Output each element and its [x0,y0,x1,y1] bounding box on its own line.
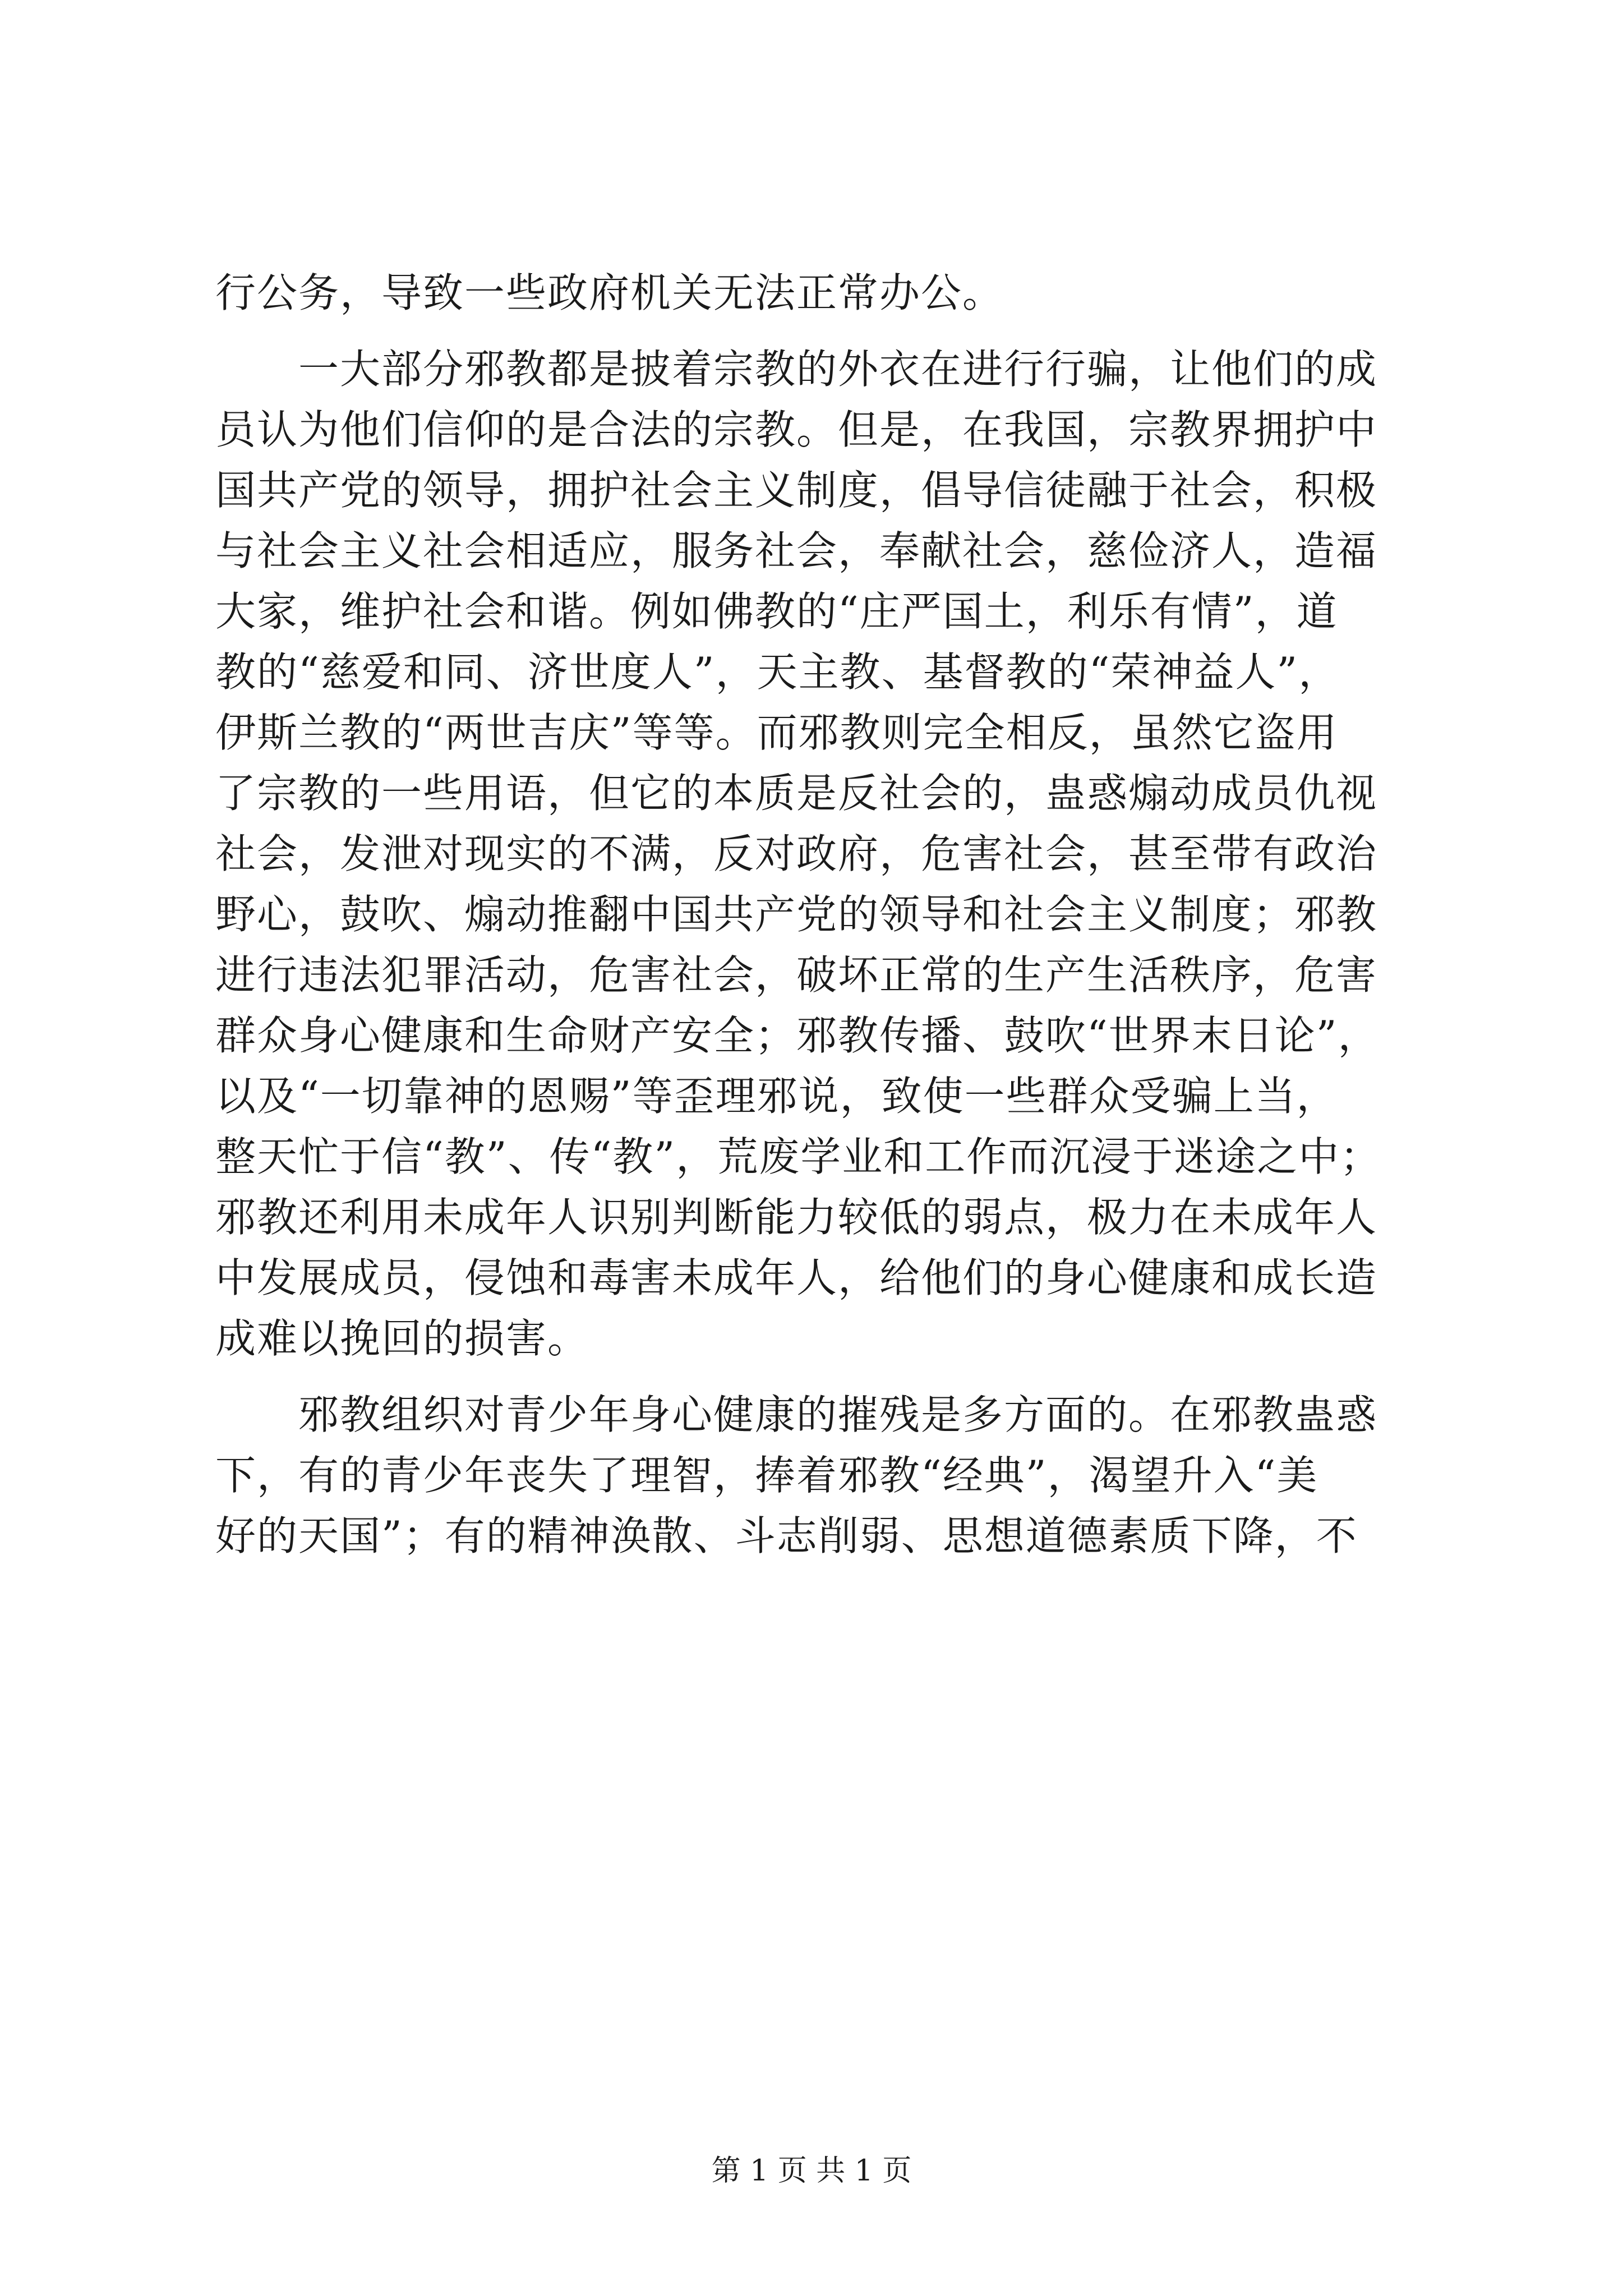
text-line: 整天忙于信“教”、传“教”，荒废学业和工作而沉浸于迷途之中； [215,1133,1382,1180]
text-line: 大家，维护社会和谐。例如佛教的“庄严国土，利乐有情”，道 [215,588,1338,635]
text-line: 员认为他们信仰的是合法的宗教。但是，在我国，宗教界拥护中 [215,406,1378,453]
text-line: 教的“慈爱和同、济世度人”，天主教、基督教的“荣神益人”， [215,648,1340,696]
text-line: 以及“一切靠神的恩赐”等歪理邪说，致使一些群众受骗上当， [215,1073,1338,1120]
text-line: 野心，鼓吹、煽动推翻中国共产党的领导和社会主义制度；邪教 [215,891,1378,938]
text-line: 伊斯兰教的“两世吉庆”等等。而邪教则完全相反，虽然它盗用 [215,709,1338,756]
text-line: 成难以挽回的损害。 [215,1315,589,1362]
paragraph [215,1384,1415,1566]
text-line: 邪教还利用未成年人识别判断能力较低的弱点，极力在未成年人 [215,1194,1378,1241]
text-line: 好的天国”；有的精神涣散、斗志削弱、思想道德素质下降，不 [215,1512,1358,1559]
text-line: 邪教组织对青少年身心健康的摧残是多方面的。在邪教蛊惑 [215,1391,1378,1438]
text-line: 下，有的青少年丧失了理智，捧着邪教“经典”，渴望升入“美 [215,1452,1318,1499]
paragraph [215,263,1415,323]
text-line: 一大部分邪教都是披着宗教的外衣在进行行骗，让他们的成 [215,346,1378,393]
text-line: 与社会主义社会相适应，服务社会，奉献社会，慈俭济人，造福 [215,527,1378,574]
text-line: 社会，发泄对现实的不满，反对政府，危害社会，甚至带有政治 [215,830,1378,877]
document-body [215,263,1415,1566]
paragraph-gap [215,323,1415,339]
text-line: 了宗教的一些用语，但它的本质是反社会的，蛊惑煽动成员仇视 [215,770,1378,817]
paragraph [215,339,1415,1369]
page-number-label: 第 1 页 共 1 页 [711,2154,912,2188]
page-footer [0,2153,1623,2189]
paragraph-gap [215,1369,1415,1384]
text-line: 群众身心健康和生命财产安全；邪教传播、鼓吹“世界末日论”， [215,1012,1380,1059]
text-line: 中发展成员，侵蚀和毒害未成年人，给他们的身心健康和成长造 [215,1254,1378,1301]
text-line: 国共产党的领导，拥护社会主义制度，倡导信徒融于社会，积极 [215,467,1378,514]
text-line: 行公务，导致一些政府机关无法正常办公。 [215,269,1004,316]
text-line: 进行违法犯罪活动，危害社会，破坏正常的生产生活秩序，危害 [215,951,1378,999]
